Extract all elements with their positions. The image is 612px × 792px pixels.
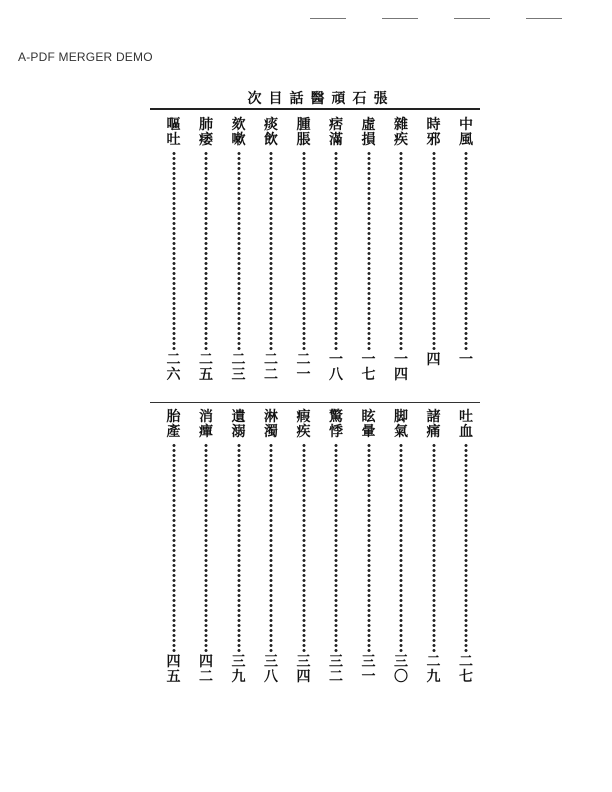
- toc-entry: [325, 118, 347, 383]
- section-divider: [150, 402, 480, 403]
- page-number: 二 七: [459, 654, 473, 685]
- dot-leader: [399, 151, 403, 351]
- toc-entry: [163, 118, 185, 383]
- entry-title: 痰 飲: [264, 117, 278, 148]
- dot-leader: [172, 443, 176, 653]
- toc-entry: [195, 118, 217, 383]
- dot-leader: [334, 443, 338, 653]
- dot-leader: [334, 151, 338, 351]
- entry-title: 遺 溺: [231, 409, 246, 440]
- toc-entry: [228, 410, 250, 685]
- toc-entry: [325, 410, 347, 685]
- page-number: 三 九: [231, 654, 246, 685]
- page-number: 二 六: [166, 352, 181, 383]
- entry-title: 時 邪: [426, 117, 441, 148]
- toc-entry: [293, 118, 315, 383]
- dot-leader: [269, 443, 273, 653]
- dot-leader: [172, 151, 176, 351]
- entry-title: 嘔 吐: [166, 117, 181, 148]
- toc-entry: [423, 118, 445, 368]
- page-number: 一: [459, 352, 473, 368]
- toc-entry: [455, 410, 477, 685]
- entry-title: 消 癉: [199, 409, 213, 440]
- entry-title: 諸 痛: [426, 409, 441, 440]
- entry-title: 雜 疾: [394, 117, 408, 148]
- entry-title: 淋 濁: [264, 409, 278, 440]
- page-number: 一 八: [329, 352, 343, 383]
- toc-entry: [423, 410, 445, 685]
- dot-leader: [237, 443, 241, 653]
- watermark-text: A-PDF MERGER DEMO: [18, 50, 153, 64]
- entry-title: 痞 滿: [329, 117, 343, 148]
- dot-leader: [367, 443, 371, 653]
- toc-entry: [260, 118, 282, 383]
- toc-entry: [390, 118, 412, 383]
- dot-leader: [464, 443, 468, 653]
- entry-title: 瘕 疾: [296, 409, 311, 440]
- dot-leader: [204, 151, 208, 351]
- entry-title: 肺 痿: [199, 117, 213, 148]
- page-number: 三 一: [361, 654, 376, 685]
- page-number: 三 〇: [394, 654, 408, 685]
- entry-title: 欬 嗽: [231, 117, 246, 148]
- entry-title: 眩 暈: [361, 409, 376, 440]
- page-number: 四: [426, 352, 441, 368]
- dot-leader: [269, 151, 273, 351]
- page-number: 三 八: [264, 654, 278, 685]
- entry-title: 中 風: [459, 117, 473, 148]
- toc-entry: [390, 410, 412, 685]
- dot-leader: [399, 443, 403, 653]
- toc-entry: [163, 410, 185, 685]
- toc-entry: [293, 410, 315, 685]
- toc-entry: [195, 410, 217, 685]
- page-number: 一 四: [394, 352, 408, 383]
- toc-entry: [228, 118, 250, 383]
- page-number: 三 二: [329, 654, 343, 685]
- dot-leader: [432, 443, 436, 653]
- dot-leader: [302, 443, 306, 653]
- toc-entry: [260, 410, 282, 685]
- dot-leader: [432, 151, 436, 351]
- dot-leader: [464, 151, 468, 351]
- page-number: 二 九: [426, 654, 441, 685]
- page-title: 張石頑醫話目次: [247, 91, 395, 107]
- page-number: 二 一: [296, 352, 311, 383]
- dot-leader: [302, 151, 306, 351]
- header-lines: [310, 18, 570, 20]
- dot-leader: [237, 151, 241, 351]
- page-number: 三 四: [296, 654, 311, 685]
- entry-title: 胎 產: [166, 409, 181, 440]
- page-number: 四 五: [166, 654, 181, 685]
- page-number: 二 三: [231, 352, 246, 383]
- entry-title: 驚 悸: [329, 409, 343, 440]
- page-number: 四 二: [199, 654, 213, 685]
- entry-title: 腫 脹: [296, 117, 311, 148]
- page-number: 一 七: [361, 352, 376, 383]
- title-divider: [150, 108, 480, 110]
- entry-title: 吐 血: [459, 409, 473, 440]
- toc-entry: [358, 410, 380, 685]
- dot-leader: [204, 443, 208, 653]
- toc-entry: [358, 118, 380, 383]
- page-number: 二 五: [199, 352, 213, 383]
- page-number: 二 二: [264, 352, 278, 383]
- dot-leader: [367, 151, 371, 351]
- entry-title: 虛 損: [361, 117, 376, 148]
- toc-entry: [455, 118, 477, 368]
- entry-title: 脚 氣: [394, 409, 408, 440]
